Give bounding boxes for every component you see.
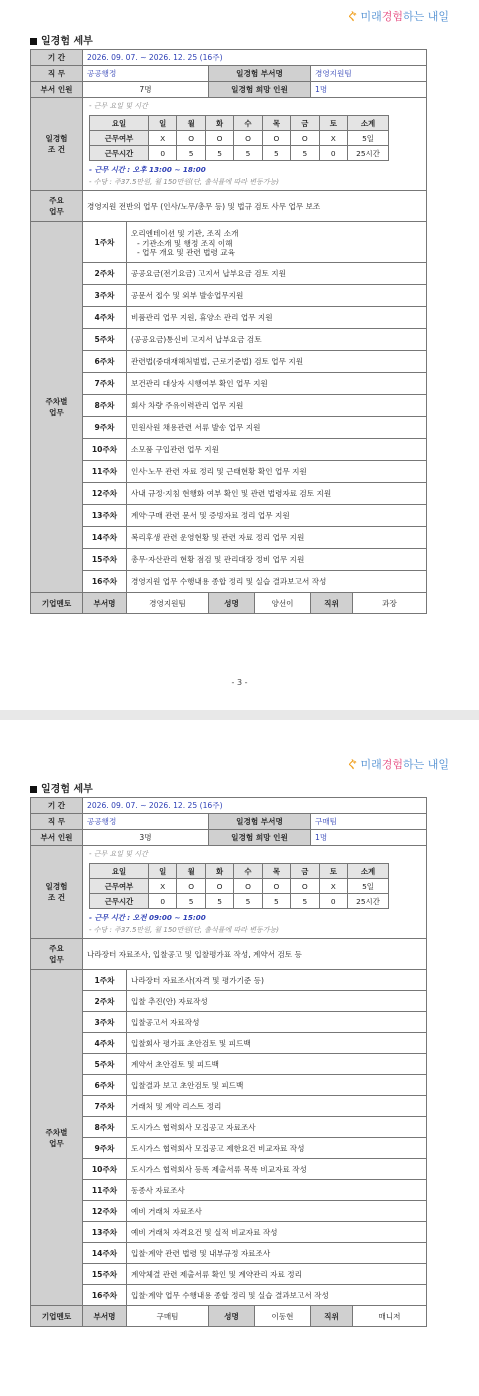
week-row (31, 483, 427, 505)
week-task (127, 1138, 427, 1159)
period-label (31, 798, 83, 814)
work-hours-cell: 25시간 (348, 894, 389, 909)
week-task (127, 1222, 427, 1243)
schedule-table (89, 863, 389, 909)
week-number: 7주차 (83, 1096, 127, 1117)
week-number: 4주차 (83, 307, 127, 329)
week-number: 11주차 (83, 1180, 127, 1201)
period-label-text: 기 간 (47, 53, 66, 62)
week-number: 12주차 (83, 1201, 127, 1222)
schedule-header-cell: 화 (205, 864, 233, 879)
work-day-cell: O (234, 879, 262, 894)
week-number: 1주차 (83, 222, 127, 263)
week-number: 6주차 (83, 351, 127, 373)
dept-people-label-text: 부서 인원 (40, 85, 73, 94)
work-hours-cell: 근무시간 (90, 894, 149, 909)
week-task-text: 계약·구매 관련 문서 및 증빙자료 정리 업무 지원 (131, 511, 290, 520)
week-task (127, 1117, 427, 1138)
week-task (127, 373, 427, 395)
dept-people-label (31, 830, 83, 846)
hope-people-label: 일경험 희망 인원 (209, 830, 311, 846)
week-number: 9주차 (83, 1138, 127, 1159)
week-number: 7주차 (83, 373, 127, 395)
detail-table (30, 797, 427, 1327)
page-number: - 3 - (231, 678, 248, 687)
wage-note: - 수당 : 주37.5만원, 월 150만원(단, 출석률에 따라 변동가능) (89, 178, 280, 186)
work-hours-cell: 0 (319, 894, 347, 909)
condition-label (31, 846, 83, 939)
job-label (31, 814, 83, 830)
week-number: 9주차 (83, 417, 127, 439)
week-row (31, 1201, 427, 1222)
week-number: 1주차 (83, 970, 127, 991)
work-day-cell: O (177, 131, 205, 146)
week-number: 14주차 (83, 527, 127, 549)
week-row (31, 1138, 427, 1159)
work-hours-cell: 5 (234, 894, 262, 909)
week-row (31, 571, 427, 593)
week-number: 10주차 (83, 1159, 127, 1180)
work-hours-cell: 25시간 (348, 146, 389, 161)
dept-people-label (31, 82, 83, 98)
square-bullet-icon (30, 38, 37, 45)
work-day-cell: O (205, 879, 233, 894)
schedule-header-cell: 화 (205, 116, 233, 131)
schedule-header-cell: 일 (149, 864, 177, 879)
mentor-position-value: 매니저 (353, 1306, 427, 1327)
schedule-table (89, 115, 389, 161)
work-hours-cell: 0 (149, 894, 177, 909)
week-task (127, 285, 427, 307)
program-logo: ぐ 미래경험하는 내일 (346, 10, 449, 23)
week-task-text: 복리후생 관련 운영현황 및 관련 자료 정리 업무 지원 (131, 533, 305, 542)
week-task (127, 439, 427, 461)
week-task (127, 1033, 427, 1054)
schedule-header-cell: 일 (149, 116, 177, 131)
section-title: 일경험 세부 (30, 780, 93, 795)
job-value: 공공행정 (83, 814, 209, 830)
schedule-header-cell: 월 (177, 864, 205, 879)
week-task-text: 오리엔테이션 및 기관, 조직 소개 (131, 228, 239, 238)
week-number: 14주차 (83, 1243, 127, 1264)
schedule-header-cell: 목 (262, 864, 290, 879)
work-day-cell: X (149, 879, 177, 894)
week-task-text: 민원사원 채용관련 서류 발송 업무 지원 (131, 423, 261, 432)
week-task-text: 소모품 구입관련 업무 지원 (131, 445, 219, 454)
mentor-label: 기업멘토 (31, 593, 83, 614)
work-hours-cell: 5 (234, 146, 262, 161)
work-day-cell: 근무여부 (90, 879, 149, 894)
work-day-cell: X (149, 131, 177, 146)
work-day-cell: O (262, 131, 290, 146)
week-number: 15주차 (83, 549, 127, 571)
week-row (31, 1285, 427, 1306)
week-task (127, 395, 427, 417)
job-value: 공공행정 (83, 66, 209, 82)
week-task-text: 보건관리 대상자 시행여부 확인 업무 지원 (131, 379, 268, 388)
condition-content (83, 98, 427, 191)
week-row (31, 1264, 427, 1285)
work-day-cell: O (291, 879, 319, 894)
week-task-text: 도시가스 협력회사 모집공고 제한요건 비교자료 작성 (131, 1143, 305, 1153)
week-task-text: 입찰·계약 관련 법령 및 내부규정 자료조사 (131, 1248, 271, 1258)
mentor-dept-value: 구매팀 (127, 1306, 209, 1327)
logo-mark-icon: ぐ (346, 758, 358, 771)
week-subtask: - 업무 개요 및 관련 법령 교육 (137, 247, 235, 257)
week-task-text: 총무·자산관리 현황 점검 및 관리대장 정비 업무 지원 (131, 555, 305, 564)
work-time-note: - 근무 시간 : 오전 09:00 ~ 15:00 (89, 913, 206, 922)
document-page-2 (0, 720, 479, 1396)
week-row (31, 1075, 427, 1096)
week-task (127, 505, 427, 527)
schedule-header-cell: 요일 (90, 116, 149, 131)
week-task (127, 1096, 427, 1117)
week-task-text: 공문서 접수 및 외부 발송업무지원 (131, 291, 244, 300)
work-hours-cell: 0 (319, 146, 347, 161)
work-day-cell: X (319, 879, 347, 894)
schedule-header-cell: 토 (319, 116, 347, 131)
week-row (31, 991, 427, 1012)
program-logo: ぐ 미래경험하는 내일 (346, 758, 449, 771)
week-row (31, 351, 427, 373)
week-task (127, 1012, 427, 1033)
week-task (127, 263, 427, 285)
work-hours-cell: 5 (205, 146, 233, 161)
week-row (31, 970, 427, 991)
week-number: 13주차 (83, 1222, 127, 1243)
week-task (127, 1054, 427, 1075)
week-task-text: 입찰결과 보고 초안검토 및 피드백 (131, 1080, 244, 1090)
dept-name-label: 일경험 부서명 (209, 814, 311, 830)
week-number: 12주차 (83, 483, 127, 505)
condition-content (83, 846, 427, 939)
work-hours-cell: 5 (262, 894, 290, 909)
week-row (31, 1054, 427, 1075)
schedule-header-cell: 소계 (348, 116, 389, 131)
week-number: 5주차 (83, 329, 127, 351)
hope-people-value: 1명 (311, 830, 427, 846)
week-number: 2주차 (83, 263, 127, 285)
week-number: 16주차 (83, 571, 127, 593)
hope-people-value: 1명 (311, 82, 427, 98)
work-day-cell: O (262, 879, 290, 894)
week-number: 5주차 (83, 1054, 127, 1075)
main-work-value: 나라장터 자료조사, 입찰공고 및 입찰평가표 작성, 계약서 검토 등 (83, 939, 427, 970)
weekly-label (31, 970, 83, 1306)
job-label (31, 66, 83, 82)
work-hours-cell: 0 (149, 146, 177, 161)
week-number: 2주차 (83, 991, 127, 1012)
week-task-text: 도시가스 협력회사 모집공고 자료조사 (131, 1122, 256, 1132)
dept-people-label-text: 부서 인원 (40, 833, 73, 842)
week-row (31, 263, 427, 285)
week-task-text: 회사 차량 주유이력관리 업무 지원 (131, 401, 244, 410)
week-task (127, 307, 427, 329)
week-task (127, 483, 427, 505)
job-label-text: 직 무 (47, 69, 66, 78)
period-label (31, 50, 83, 66)
work-hours-cell: 5 (177, 146, 205, 161)
period-value: 2026. 09. 07. ~ 2026. 12. 25 (16주) (83, 798, 427, 814)
week-task (127, 222, 427, 263)
week-task-text: 입찰공고서 자료작성 (131, 1017, 200, 1027)
week-row (31, 417, 427, 439)
period-label-text: 기 간 (47, 801, 66, 810)
week-row (31, 285, 427, 307)
week-task (127, 527, 427, 549)
week-task-text: 입찰 추진(안) 자료작성 (131, 996, 208, 1006)
week-task-text: 사내 규정·지침 현행화 여부 확인 및 관련 법령자료 검토 지원 (131, 489, 332, 498)
work-day-cell: 근무여부 (90, 131, 149, 146)
week-row (31, 307, 427, 329)
job-label-text: 직 무 (47, 817, 66, 826)
mentor-position-value: 과장 (353, 593, 427, 614)
schedule-note: - 근무 요일 및 시간 (89, 102, 148, 110)
week-row (31, 527, 427, 549)
week-task-text: 입찰·계약 업무 수행내용 종합 정리 및 실습 결과보고서 작성 (131, 1290, 329, 1300)
week-row (31, 329, 427, 351)
section-title: 일경험 세부 (30, 32, 93, 47)
mentor-dept-label: 부서명 (83, 1306, 127, 1327)
work-day-cell: O (234, 131, 262, 146)
work-day-cell: 5일 (348, 879, 389, 894)
week-row (31, 1222, 427, 1243)
schedule-header-cell: 목 (262, 116, 290, 131)
work-day-cell: O (177, 879, 205, 894)
work-hours-cell: 5 (205, 894, 233, 909)
week-subtask: - 기관소개 및 행정 조직 이해 (137, 238, 233, 248)
week-row (31, 549, 427, 571)
week-row (31, 1096, 427, 1117)
mentor-position-label: 직위 (311, 593, 353, 614)
schedule-header-cell: 금 (291, 864, 319, 879)
square-bullet-icon (30, 786, 37, 793)
wage-note: - 수당 : 주37.5만원, 월 150만원(단, 출석률에 따라 변동가능) (89, 926, 280, 934)
schedule-header-cell: 요일 (90, 864, 149, 879)
week-number: 8주차 (83, 1117, 127, 1138)
week-task (127, 1075, 427, 1096)
work-day-cell: 5일 (348, 131, 389, 146)
week-task-text: 입찰회사 평가표 초안검토 및 피드백 (131, 1038, 251, 1048)
week-task-text: 인사·노무 관련 자료 정리 및 근태현황 확인 업무 지원 (131, 467, 307, 476)
hope-people-label: 일경험 희망 인원 (209, 82, 311, 98)
week-task (127, 970, 427, 991)
week-task-text: (공공요금)통신비 고지서 납부요금 검토 (131, 335, 262, 344)
work-hours-cell: 5 (291, 146, 319, 161)
week-number: 6주차 (83, 1075, 127, 1096)
main-work-label-text: 주요 업무 (49, 944, 64, 964)
week-task-text: 계약서 초안검토 및 피드백 (131, 1059, 219, 1069)
week-task-text: 동종사 자료조사 (131, 1185, 185, 1195)
mentor-label: 기업멘토 (31, 1306, 83, 1327)
schedule-header-cell: 수 (234, 864, 262, 879)
mentor-dept-value: 경영지원팀 (127, 593, 209, 614)
week-row (31, 461, 427, 483)
mentor-name-label: 성명 (209, 593, 255, 614)
week-task (127, 549, 427, 571)
week-number: 3주차 (83, 285, 127, 307)
week-task-text: 예비 거래처 자격요건 및 실적 비교자료 작성 (131, 1227, 278, 1237)
work-hours-cell: 5 (291, 894, 319, 909)
week-task (127, 1201, 427, 1222)
week-task (127, 1264, 427, 1285)
schedule-header-cell: 수 (234, 116, 262, 131)
page-divider (0, 710, 479, 720)
week-task (127, 461, 427, 483)
mentor-dept-label: 부서명 (83, 593, 127, 614)
condition-label-text: 일경험 조 건 (45, 882, 68, 902)
dept-name-value: 경영지원팀 (311, 66, 427, 82)
week-task-text: 비품관리 업무 지원, 휴양소 관리 업무 지원 (131, 313, 273, 322)
mentor-name-value: 이동현 (255, 1306, 311, 1327)
week-task-text: 예비 거래처 자료조사 (131, 1206, 202, 1216)
week-task (127, 329, 427, 351)
logo-mark-icon: ぐ (346, 10, 358, 23)
week-task-text: 거래처 및 계약 리스트 정리 (131, 1101, 222, 1111)
week-number: 4주차 (83, 1033, 127, 1054)
week-row (31, 222, 427, 263)
work-hours-cell: 근무시간 (90, 146, 149, 161)
week-task-text: 계약체결 관련 제출서류 확인 및 계약관리 자료 정리 (131, 1269, 302, 1279)
week-number: 3주차 (83, 1012, 127, 1033)
work-hours-cell: 5 (177, 894, 205, 909)
weekly-label-text: 주차별 업무 (45, 397, 68, 417)
detail-table (30, 49, 427, 614)
mentor-name-label: 성명 (209, 1306, 255, 1327)
schedule-header-cell: 금 (291, 116, 319, 131)
week-row (31, 439, 427, 461)
week-number: 11주차 (83, 461, 127, 483)
week-number: 8주차 (83, 395, 127, 417)
week-row (31, 395, 427, 417)
work-time-note: - 근무 시간 : 오후 13:00 ~ 18:00 (89, 165, 206, 174)
week-task-text: 공공요금(전기요금) 고지서 납부요금 검토 지원 (131, 269, 286, 278)
week-number: 13주차 (83, 505, 127, 527)
schedule-header-cell: 소계 (348, 864, 389, 879)
schedule-header-cell: 월 (177, 116, 205, 131)
condition-label-text: 일경험 조 건 (45, 134, 68, 154)
week-row (31, 505, 427, 527)
weekly-label (31, 222, 83, 593)
week-row (31, 1180, 427, 1201)
work-day-cell: X (319, 131, 347, 146)
week-task (127, 1243, 427, 1264)
week-task (127, 1285, 427, 1306)
week-number: 15주차 (83, 1264, 127, 1285)
week-task (127, 417, 427, 439)
mentor-name-value: 양선이 (255, 593, 311, 614)
week-task (127, 991, 427, 1012)
schedule-note: - 근무 요일 및 시간 (89, 850, 148, 858)
week-task-text: 나라장터 자료조사(자격 및 평가기준 등) (131, 975, 264, 985)
week-task (127, 1180, 427, 1201)
week-number: 16주차 (83, 1285, 127, 1306)
week-task-text: 도시가스 협력회사 등록 제출서류 목록 비교자료 작성 (131, 1164, 307, 1174)
dept-people-value: 3명 (83, 830, 209, 846)
dept-name-label: 일경험 부서명 (209, 66, 311, 82)
week-row (31, 1243, 427, 1264)
main-work-label-text: 주요 업무 (49, 196, 64, 216)
weekly-label-text: 주차별 업무 (45, 1127, 68, 1148)
mentor-position-label: 직위 (311, 1306, 353, 1327)
week-task (127, 1159, 427, 1180)
period-value: 2026. 09. 07. ~ 2026. 12. 25 (16주) (83, 50, 427, 66)
work-day-cell: O (205, 131, 233, 146)
week-task-text: 경영지원 업무 수행내용 종합 정리 및 실습 결과보고서 작성 (131, 577, 327, 586)
schedule-header-cell: 토 (319, 864, 347, 879)
main-work-label (31, 191, 83, 222)
week-row (31, 1117, 427, 1138)
week-task (127, 351, 427, 373)
main-work-label (31, 939, 83, 970)
condition-label (31, 98, 83, 191)
main-work-value: 경영지원 전반의 업무 (인사/노무/총무 등) 및 법규 검토 사무 업무 보조 (83, 191, 427, 222)
work-day-cell: O (291, 131, 319, 146)
dept-people-value: 7명 (83, 82, 209, 98)
dept-name-value: 구매팀 (311, 814, 427, 830)
week-row (31, 1012, 427, 1033)
week-task-text: 관련법(중대재해처벌법, 근로기준법) 검토 업무 지원 (131, 357, 304, 366)
week-row (31, 1159, 427, 1180)
week-number: 10주차 (83, 439, 127, 461)
week-row (31, 1033, 427, 1054)
week-row (31, 373, 427, 395)
work-hours-cell: 5 (262, 146, 290, 161)
week-task (127, 571, 427, 593)
